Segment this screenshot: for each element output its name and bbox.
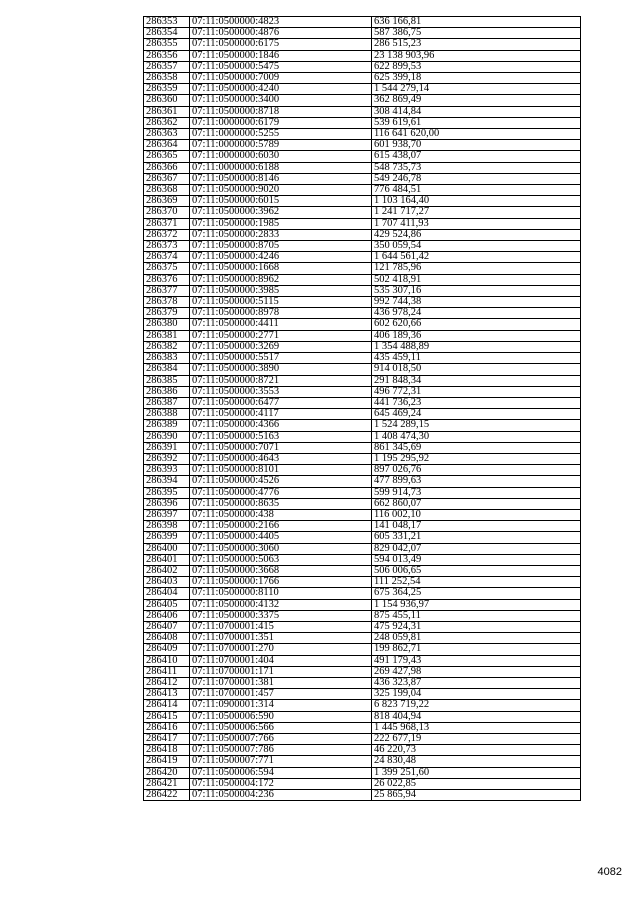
table-row xyxy=(144,487,581,498)
table-row xyxy=(144,162,581,173)
cadastral-number: 07:11:0500004:236 xyxy=(190,790,372,801)
table-row xyxy=(144,711,581,722)
row-number: 286377 xyxy=(144,285,190,296)
cadastral-number: 07:11:0500000:8718 xyxy=(190,106,372,117)
cadastral-number: 07:11:0500000:4240 xyxy=(190,84,372,95)
row-number: 286356 xyxy=(144,50,190,61)
cadastral-value: 222 677,19 xyxy=(372,734,581,745)
cadastral-number: 07:11:0500000:8705 xyxy=(190,241,372,252)
table-row xyxy=(144,229,581,240)
cadastral-number: 07:11:0500000:5063 xyxy=(190,554,372,565)
table-row xyxy=(144,722,581,733)
cadastral-number: 07:11:0500007:771 xyxy=(190,756,372,767)
table-row xyxy=(144,476,581,487)
row-number: 286386 xyxy=(144,386,190,397)
row-number: 286414 xyxy=(144,700,190,711)
table-row xyxy=(144,129,581,140)
cadastral-value: 599 914,73 xyxy=(372,487,581,498)
cadastral-value: 141 048,17 xyxy=(372,521,581,532)
cadastral-value: 46 220,73 xyxy=(372,745,581,756)
table-row xyxy=(144,700,581,711)
cadastral-value: 645 469,24 xyxy=(372,409,581,420)
cadastral-value: 116 641 620,00 xyxy=(372,129,581,140)
cadastral-value: 602 620,66 xyxy=(372,319,581,330)
cadastral-value: 625 399,18 xyxy=(372,73,581,84)
table-row xyxy=(144,565,581,576)
row-number: 286364 xyxy=(144,140,190,151)
cadastral-value: 539 619,61 xyxy=(372,117,581,128)
table-row xyxy=(144,756,581,767)
row-number: 286355 xyxy=(144,39,190,50)
row-number: 286368 xyxy=(144,185,190,196)
cadastral-value: 441 736,23 xyxy=(372,397,581,408)
row-number: 286402 xyxy=(144,565,190,576)
cadastral-number: 07:11:0500000:6477 xyxy=(190,397,372,408)
table-row xyxy=(144,117,581,128)
cadastral-value: 675 364,25 xyxy=(372,588,581,599)
row-number: 286416 xyxy=(144,722,190,733)
row-number: 286384 xyxy=(144,364,190,375)
cadastral-value: 502 418,91 xyxy=(372,274,581,285)
cadastral-number: 07:11:0700001:270 xyxy=(190,644,372,655)
cadastral-value: 111 252,54 xyxy=(372,577,581,588)
cadastral-value: 1 399 251,60 xyxy=(372,767,581,778)
cadastral-number: 07:11:0500000:6015 xyxy=(190,196,372,207)
cadastral-value: 549 246,78 xyxy=(372,173,581,184)
row-number: 286399 xyxy=(144,532,190,543)
row-number: 286396 xyxy=(144,498,190,509)
cadastral-number: 07:11:0500000:5115 xyxy=(190,297,372,308)
row-number: 286366 xyxy=(144,162,190,173)
table-row xyxy=(144,599,581,610)
cadastral-value: 914 018,50 xyxy=(372,364,581,375)
table-row xyxy=(144,420,581,431)
cadastral-value: 6 823 719,22 xyxy=(372,700,581,711)
row-number: 286405 xyxy=(144,599,190,610)
cadastral-value: 350 059,54 xyxy=(372,241,581,252)
cadastral-value: 1 195 295,92 xyxy=(372,453,581,464)
cadastral-value-table xyxy=(143,16,581,801)
row-number: 286372 xyxy=(144,229,190,240)
table-row xyxy=(144,308,581,319)
cadastral-number: 07:11:0500000:5475 xyxy=(190,61,372,72)
cadastral-number: 07:11:0500000:5163 xyxy=(190,431,372,442)
row-number: 286357 xyxy=(144,61,190,72)
row-number: 286404 xyxy=(144,588,190,599)
row-number: 286419 xyxy=(144,756,190,767)
cadastral-value: 662 860,07 xyxy=(372,498,581,509)
cadastral-value: 406 189,36 xyxy=(372,330,581,341)
cadastral-number: 07:11:0500000:8110 xyxy=(190,588,372,599)
cadastral-number: 07:11:0500000:5517 xyxy=(190,353,372,364)
table-row xyxy=(144,106,581,117)
row-number: 286385 xyxy=(144,375,190,386)
row-number: 286359 xyxy=(144,84,190,95)
table-row xyxy=(144,285,581,296)
cadastral-value: 875 455,11 xyxy=(372,610,581,621)
cadastral-value: 1 544 279,14 xyxy=(372,84,581,95)
cadastral-value: 248 059,81 xyxy=(372,633,581,644)
cadastral-value: 829 042,07 xyxy=(372,543,581,554)
cadastral-number: 07:11:0500004:172 xyxy=(190,778,372,789)
table-row xyxy=(144,207,581,218)
cadastral-number: 07:11:0500000:4132 xyxy=(190,599,372,610)
cadastral-value: 496 772,31 xyxy=(372,386,581,397)
cadastral-value: 436 323,87 xyxy=(372,677,581,688)
cadastral-value: 25 865,94 xyxy=(372,790,581,801)
cadastral-number: 07:11:0500000:4411 xyxy=(190,319,372,330)
row-number: 286387 xyxy=(144,397,190,408)
cadastral-number: 07:11:0700001:404 xyxy=(190,655,372,666)
cadastral-value: 308 414,84 xyxy=(372,106,581,117)
row-number: 286411 xyxy=(144,666,190,677)
cadastral-number: 07:11:0500000:3668 xyxy=(190,565,372,576)
table-row xyxy=(144,353,581,364)
row-number: 286407 xyxy=(144,621,190,632)
cadastral-value: 23 138 903,96 xyxy=(372,50,581,61)
cadastral-value: 992 744,38 xyxy=(372,297,581,308)
row-number: 286398 xyxy=(144,521,190,532)
cadastral-value: 615 438,07 xyxy=(372,151,581,162)
cadastral-value: 199 862,71 xyxy=(372,644,581,655)
table-row xyxy=(144,196,581,207)
cadastral-number: 07:11:0500000:8978 xyxy=(190,308,372,319)
cadastral-number: 07:11:0500000:4366 xyxy=(190,420,372,431)
row-number: 286365 xyxy=(144,151,190,162)
row-number: 286409 xyxy=(144,644,190,655)
row-number: 286376 xyxy=(144,274,190,285)
cadastral-number: 07:11:0500000:3400 xyxy=(190,95,372,106)
table-row xyxy=(144,498,581,509)
row-number: 286354 xyxy=(144,28,190,39)
row-number: 286374 xyxy=(144,252,190,263)
cadastral-value: 622 899,53 xyxy=(372,61,581,72)
cadastral-value: 548 735,73 xyxy=(372,162,581,173)
cadastral-value: 291 848,34 xyxy=(372,375,581,386)
table-row xyxy=(144,73,581,84)
cadastral-number: 07:11:0500006:594 xyxy=(190,767,372,778)
cadastral-value: 776 484,51 xyxy=(372,185,581,196)
table-row xyxy=(144,666,581,677)
cadastral-value: 1 103 164,40 xyxy=(372,196,581,207)
table-row xyxy=(144,319,581,330)
table-row xyxy=(144,263,581,274)
table-row xyxy=(144,532,581,543)
row-number: 286421 xyxy=(144,778,190,789)
row-number: 286394 xyxy=(144,476,190,487)
cadastral-number: 07:11:0000000:6030 xyxy=(190,151,372,162)
row-number: 286417 xyxy=(144,734,190,745)
cadastral-value: 429 524,86 xyxy=(372,229,581,240)
cadastral-value: 1 524 289,15 xyxy=(372,420,581,431)
table-row xyxy=(144,84,581,95)
table-row xyxy=(144,330,581,341)
cadastral-number: 07:11:0500000:3962 xyxy=(190,207,372,218)
table-row xyxy=(144,633,581,644)
cadastral-number: 07:11:0000000:5789 xyxy=(190,140,372,151)
row-number: 286395 xyxy=(144,487,190,498)
cadastral-value: 1 408 474,30 xyxy=(372,431,581,442)
table-row xyxy=(144,274,581,285)
table-row xyxy=(144,297,581,308)
table-row xyxy=(144,151,581,162)
row-number: 286353 xyxy=(144,17,190,28)
cadastral-number: 07:11:0000000:6179 xyxy=(190,117,372,128)
cadastral-number: 07:11:0000000:6188 xyxy=(190,162,372,173)
row-number: 286393 xyxy=(144,465,190,476)
table-row xyxy=(144,554,581,565)
row-number: 286422 xyxy=(144,790,190,801)
cadastral-number: 07:11:0000000:5255 xyxy=(190,129,372,140)
row-number: 286360 xyxy=(144,95,190,106)
table-row xyxy=(144,621,581,632)
cadastral-number: 07:11:0500000:1668 xyxy=(190,263,372,274)
table-row xyxy=(144,173,581,184)
cadastral-value: 1 354 488,89 xyxy=(372,341,581,352)
table-row xyxy=(144,745,581,756)
cadastral-value: 435 459,11 xyxy=(372,353,581,364)
cadastral-number: 07:11:0500000:2771 xyxy=(190,330,372,341)
cadastral-number: 07:11:0500000:4117 xyxy=(190,409,372,420)
cadastral-number: 07:11:0700001:457 xyxy=(190,689,372,700)
cadastral-number: 07:11:0500000:3553 xyxy=(190,386,372,397)
cadastral-value: 269 427,98 xyxy=(372,666,581,677)
table-row xyxy=(144,442,581,453)
cadastral-number: 07:11:0500000:8146 xyxy=(190,173,372,184)
row-number: 286418 xyxy=(144,745,190,756)
cadastral-value: 818 404,94 xyxy=(372,711,581,722)
table-row xyxy=(144,588,581,599)
table-row xyxy=(144,543,581,554)
cadastral-number: 07:11:0500000:3269 xyxy=(190,341,372,352)
cadastral-value: 587 386,75 xyxy=(372,28,581,39)
table-row xyxy=(144,409,581,420)
table-row xyxy=(144,252,581,263)
table-row xyxy=(144,375,581,386)
row-number: 286420 xyxy=(144,767,190,778)
cadastral-value: 325 199,04 xyxy=(372,689,581,700)
cadastral-number: 07:11:0500000:4643 xyxy=(190,453,372,464)
row-number: 286383 xyxy=(144,353,190,364)
cadastral-number: 07:11:0500000:4876 xyxy=(190,28,372,39)
table-row xyxy=(144,140,581,151)
row-number: 286401 xyxy=(144,554,190,565)
table-row xyxy=(144,465,581,476)
cadastral-number: 07:11:0500000:2833 xyxy=(190,229,372,240)
row-number: 286412 xyxy=(144,677,190,688)
cadastral-number: 07:11:0500000:8721 xyxy=(190,375,372,386)
cadastral-number: 07:11:0700001:381 xyxy=(190,677,372,688)
table-row xyxy=(144,734,581,745)
row-number: 286362 xyxy=(144,117,190,128)
cadastral-number: 07:11:0500000:6175 xyxy=(190,39,372,50)
table-row xyxy=(144,509,581,520)
table-row xyxy=(144,610,581,621)
row-number: 286358 xyxy=(144,73,190,84)
table-row xyxy=(144,677,581,688)
row-number: 286408 xyxy=(144,633,190,644)
cadastral-number: 07:11:0500000:4526 xyxy=(190,476,372,487)
cadastral-number: 07:11:0500000:4246 xyxy=(190,252,372,263)
table-row xyxy=(144,95,581,106)
cadastral-value: 636 166,81 xyxy=(372,17,581,28)
cadastral-value: 116 002,10 xyxy=(372,509,581,520)
row-number: 286397 xyxy=(144,509,190,520)
cadastral-number: 07:11:0500007:766 xyxy=(190,734,372,745)
cadastral-value: 477 899,63 xyxy=(372,476,581,487)
cadastral-value: 1 707 411,93 xyxy=(372,218,581,229)
cadastral-number: 07:11:0500000:8635 xyxy=(190,498,372,509)
cadastral-value: 286 515,23 xyxy=(372,39,581,50)
cadastral-number: 07:11:0500000:4405 xyxy=(190,532,372,543)
row-number: 286378 xyxy=(144,297,190,308)
row-number: 286391 xyxy=(144,442,190,453)
cadastral-value: 861 345,69 xyxy=(372,442,581,453)
cadastral-number: 07:11:0500000:3060 xyxy=(190,543,372,554)
row-number: 286361 xyxy=(144,106,190,117)
cadastral-number: 07:11:0500006:566 xyxy=(190,722,372,733)
cadastral-number: 07:11:0700001:171 xyxy=(190,666,372,677)
row-number: 286381 xyxy=(144,330,190,341)
cadastral-number: 07:11:0500000:3375 xyxy=(190,610,372,621)
cadastral-number: 07:11:0700001:351 xyxy=(190,633,372,644)
row-number: 286392 xyxy=(144,453,190,464)
table-row xyxy=(144,767,581,778)
cadastral-value: 121 785,96 xyxy=(372,263,581,274)
cadastral-number: 07:11:0500000:1985 xyxy=(190,218,372,229)
row-number: 286367 xyxy=(144,173,190,184)
cadastral-number: 07:11:0500000:7071 xyxy=(190,442,372,453)
cadastral-value: 1 154 936,97 xyxy=(372,599,581,610)
table-row xyxy=(144,790,581,801)
cadastral-number: 07:11:0500000:1766 xyxy=(190,577,372,588)
cadastral-value: 26 022,85 xyxy=(372,778,581,789)
table-row xyxy=(144,341,581,352)
cadastral-number: 07:11:0500006:590 xyxy=(190,711,372,722)
cadastral-number: 07:11:0500000:4823 xyxy=(190,17,372,28)
cadastral-number: 07:11:0500000:4776 xyxy=(190,487,372,498)
cadastral-value: 491 179,43 xyxy=(372,655,581,666)
cadastral-number: 07:11:0700001:415 xyxy=(190,621,372,632)
row-number: 286370 xyxy=(144,207,190,218)
row-number: 286375 xyxy=(144,263,190,274)
cadastral-value: 535 307,16 xyxy=(372,285,581,296)
table-body xyxy=(144,17,581,801)
cadastral-value: 594 013,49 xyxy=(372,554,581,565)
row-number: 286389 xyxy=(144,420,190,431)
row-number: 286415 xyxy=(144,711,190,722)
table-row xyxy=(144,453,581,464)
cadastral-number: 07:11:0500000:7009 xyxy=(190,73,372,84)
table-row xyxy=(144,61,581,72)
table-row xyxy=(144,185,581,196)
table-row xyxy=(144,521,581,532)
cadastral-value: 1 445 968,13 xyxy=(372,722,581,733)
cadastral-value: 506 006,65 xyxy=(372,565,581,576)
cadastral-number: 07:11:0500000:438 xyxy=(190,509,372,520)
table-row xyxy=(144,386,581,397)
table-row xyxy=(144,778,581,789)
row-number: 286382 xyxy=(144,341,190,352)
cadastral-number: 07:11:0500007:786 xyxy=(190,745,372,756)
table-row xyxy=(144,241,581,252)
row-number: 286379 xyxy=(144,308,190,319)
table-row xyxy=(144,431,581,442)
row-number: 286380 xyxy=(144,319,190,330)
cadastral-number: 07:11:0900001:314 xyxy=(190,700,372,711)
cadastral-number: 07:11:0500000:1846 xyxy=(190,50,372,61)
cadastral-value: 605 331,21 xyxy=(372,532,581,543)
table-row xyxy=(144,17,581,28)
cadastral-number: 07:11:0500000:3985 xyxy=(190,285,372,296)
table-row xyxy=(144,218,581,229)
cadastral-number: 07:11:0500000:3890 xyxy=(190,364,372,375)
row-number: 286369 xyxy=(144,196,190,207)
page-number: 4082 xyxy=(597,866,622,878)
cadastral-value: 24 830,48 xyxy=(372,756,581,767)
cadastral-number: 07:11:0500000:8962 xyxy=(190,274,372,285)
cadastral-value: 436 978,24 xyxy=(372,308,581,319)
table-row xyxy=(144,577,581,588)
cadastral-number: 07:11:0500000:8101 xyxy=(190,465,372,476)
row-number: 286363 xyxy=(144,129,190,140)
row-number: 286406 xyxy=(144,610,190,621)
table-row xyxy=(144,689,581,700)
cadastral-number: 07:11:0500000:2166 xyxy=(190,521,372,532)
table-row xyxy=(144,644,581,655)
row-number: 286390 xyxy=(144,431,190,442)
row-number: 286410 xyxy=(144,655,190,666)
cadastral-value: 475 924,31 xyxy=(372,621,581,632)
cadastral-value: 897 026,76 xyxy=(372,465,581,476)
table-row xyxy=(144,50,581,61)
table-row xyxy=(144,655,581,666)
cadastral-value: 1 241 717,27 xyxy=(372,207,581,218)
table-row xyxy=(144,364,581,375)
cadastral-value: 1 644 561,42 xyxy=(372,252,581,263)
row-number: 286388 xyxy=(144,409,190,420)
row-number: 286371 xyxy=(144,218,190,229)
cadastral-value: 601 938,70 xyxy=(372,140,581,151)
cadastral-value: 362 869,49 xyxy=(372,95,581,106)
row-number: 286400 xyxy=(144,543,190,554)
row-number: 286403 xyxy=(144,577,190,588)
row-number: 286373 xyxy=(144,241,190,252)
row-number: 286413 xyxy=(144,689,190,700)
table-row xyxy=(144,39,581,50)
table-row xyxy=(144,28,581,39)
table-row xyxy=(144,397,581,408)
cadastral-number: 07:11:0500000:9020 xyxy=(190,185,372,196)
